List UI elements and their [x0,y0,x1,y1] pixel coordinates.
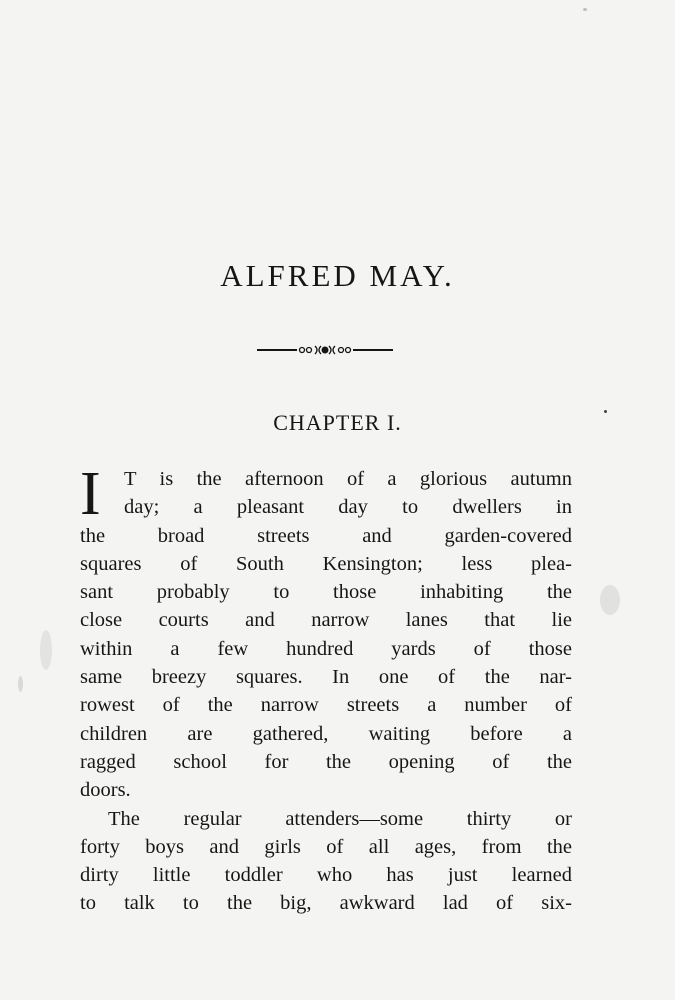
text-line: doors. [80,779,131,802]
text-line: T is the afternoon of a glorious autumn [124,468,572,490]
page-speck [40,630,52,670]
text-line: within a few hundred yards of those [80,637,572,660]
drop-cap: I [80,460,101,528]
text-line: same breezy squares. In one of the nar- [80,666,572,689]
text-line: rowest of the narrow streets a number of [80,694,572,717]
text-line: day; a pleasant day to dwellers in [124,496,572,519]
text-line: dirty little toddler who has just learned [80,864,572,887]
page-speck [18,676,23,692]
text-line: to talk to the big, awkward lad of six- [80,892,572,915]
body-text [80,460,572,918]
paragraph-1-opening [80,460,572,528]
text-line: the broad streets and garden-covered [80,524,572,547]
ornament-divider [255,343,395,357]
page-speck [583,8,587,11]
text-line: ragged school for the opening of the [80,750,572,773]
text-line: squares of South Kensington; less plea- [80,552,572,575]
text-line: close courts and narrow lanes that lie [80,609,572,632]
chapter-heading: CHAPTER I. [273,410,402,435]
text-line: children are gathered, waiting before a [80,722,572,745]
page-speck [600,585,620,615]
text-line: The regular attenders—some thirty or [108,807,572,830]
text-line: forty boys and girls of all ages, from the [80,835,572,858]
text-line: sant probably to those inhabiting the [80,581,572,604]
book-title: ALFRED MAY. [220,258,455,293]
